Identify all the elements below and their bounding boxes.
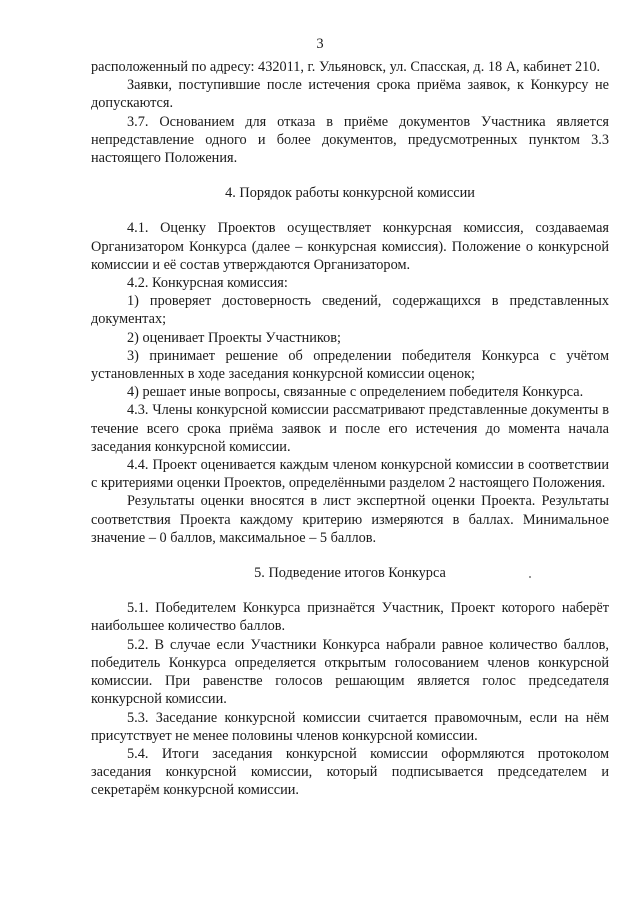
paragraph: 2) оценивает Проекты Участников; [127,329,341,346]
paragraph: расположенный по адресу: 432011, г. Ульяновск, ул. Спасская, д. 18 А, кабинет 210. [91,59,601,75]
section-spacer [91,547,609,564]
scan-speck [529,576,531,578]
paragraph: 4.3. Члены конкурсной комиссии рассматривают представленные документы в течение всего срока приёма заявок и после его истечения до момента начала заседания конкурсной комиссии. [91,402,609,455]
paragraph: 5.1. Победителем Конкурса признаётся Участник, Проект которого наберёт наибольшее количество баллов. [91,600,609,635]
paragraph: 3.7. Основанием для отказа в приёме документов Участника является непредставление одного и более документов, предусмотренных пунктом 3.3 настоящего Положения. [91,113,609,167]
paragraph: Результаты оценки вносятся в лист экспертной оценки Проекта. Результаты соответствия Проекта каждому критерию измеряются в баллах. Минимальное значение – 0 баллов, максимальное – 5 баллов. [91,493,609,546]
section-heading: 5. Подведение итогов Конкурса [254,565,446,582]
section-spacer [91,202,609,219]
paragraph: 5.3. Заседание конкурсной комиссии считается правомочным, если на нём присутствует не менее половины членов конкурсной комиссии. [91,709,609,744]
page-number: 3 [316,36,324,52]
document-body [91,58,609,800]
paragraph: 4) решает иные вопросы, связанные с определением победителя Конкурса. [127,384,584,401]
paragraph: 4.4. Проект оценивается каждым членом конкурсной комиссии в соответствии с критериями оценки Проектов, определёнными разделом 2 настоящего Положения. [91,457,609,492]
section-heading: 4. Порядок работы конкурсной комиссии [225,185,475,202]
paragraph: 5.2. В случае если Участники Конкурса набрали равное количество баллов, победитель Конкурса определяется открытым голосованием членов конкурсной комиссии. При равенстве голосов решающим является голос председателя конкурсной комиссии. [91,636,609,708]
paragraph: 5.4. Итоги заседания конкурсной комиссии оформляются протоколом заседания конкурсной комиссии, который подписывается председателем и секретарём конкурсной комиссии. [91,745,609,799]
paragraph: 1) проверяет достоверность сведений, содержащихся в представленных документах; [91,293,609,328]
section-spacer [91,582,609,599]
paragraph: Заявки, поступившие после истечения срока приёма заявок, к Конкурсу не допускаются. [91,77,609,112]
section-spacer [91,167,609,184]
paragraph: 4.2. Конкурсная комиссия: [127,275,288,292]
paragraph: 3) принимает решение об определении победителя Конкурса с учётом установленных в ходе заседания конкурсной комиссии оценок; [91,347,609,383]
paragraph: 4.1. Оценку Проектов осуществляет конкурсная комиссия, создаваемая Организатором Конкурса (далее – конкурсная комиссия). Положение о конкурсной комиссии и её состав утверждаются Организатором. [91,220,609,273]
